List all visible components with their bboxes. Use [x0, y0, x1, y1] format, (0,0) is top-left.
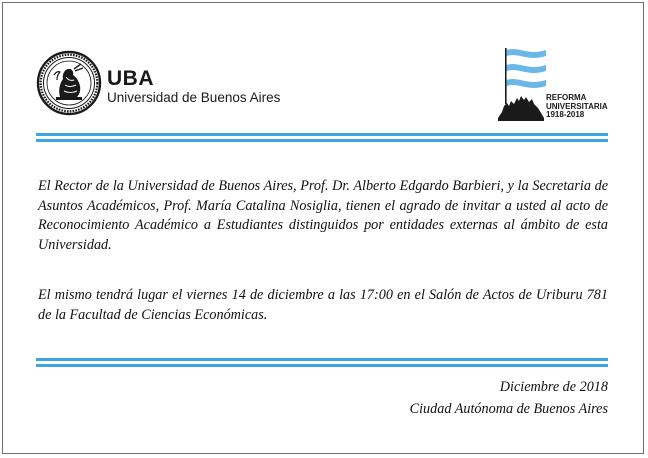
- top-divider: [36, 133, 608, 142]
- uba-acronym: UBA: [107, 67, 154, 90]
- closing-city: Ciudad Autónoma de Buenos Aires: [409, 401, 608, 417]
- invitation-paragraph-1: El Rector de la Universidad de Buenos Aires, Prof. Dr. Alberto Edgardo Barbieri, y la Secretaria de Asuntos Académicos, Prof. María Catalina Nosiglia, tienen el agrado de invitar a usted al acto de Reconocimiento Académico a Estudiantes distinguidos por entidades externas al ámbito de esta Universidad.: [38, 178, 608, 253]
- reforma-label: [546, 94, 608, 120]
- reforma-line3: 1918-2018: [546, 110, 585, 119]
- reforma-flag-monument-icon: [498, 46, 546, 122]
- reforma-line2: UNIVERSITARIA: [546, 101, 608, 111]
- bottom-divider: [36, 358, 608, 367]
- closing-date: Diciembre de 2018: [499, 379, 608, 395]
- uba-seal-icon: [36, 50, 102, 116]
- reforma-line1: REFORMA: [546, 93, 587, 102]
- uba-full-name: Universidad de Buenos Aires: [107, 90, 281, 105]
- invitation-paragraph-2: El mismo tendrá lugar el viernes 14 de diciembre a las 17:00 en el Salón de Actos de Uriburu 781 de la Facultad de Ciencias Económicas.: [38, 287, 608, 323]
